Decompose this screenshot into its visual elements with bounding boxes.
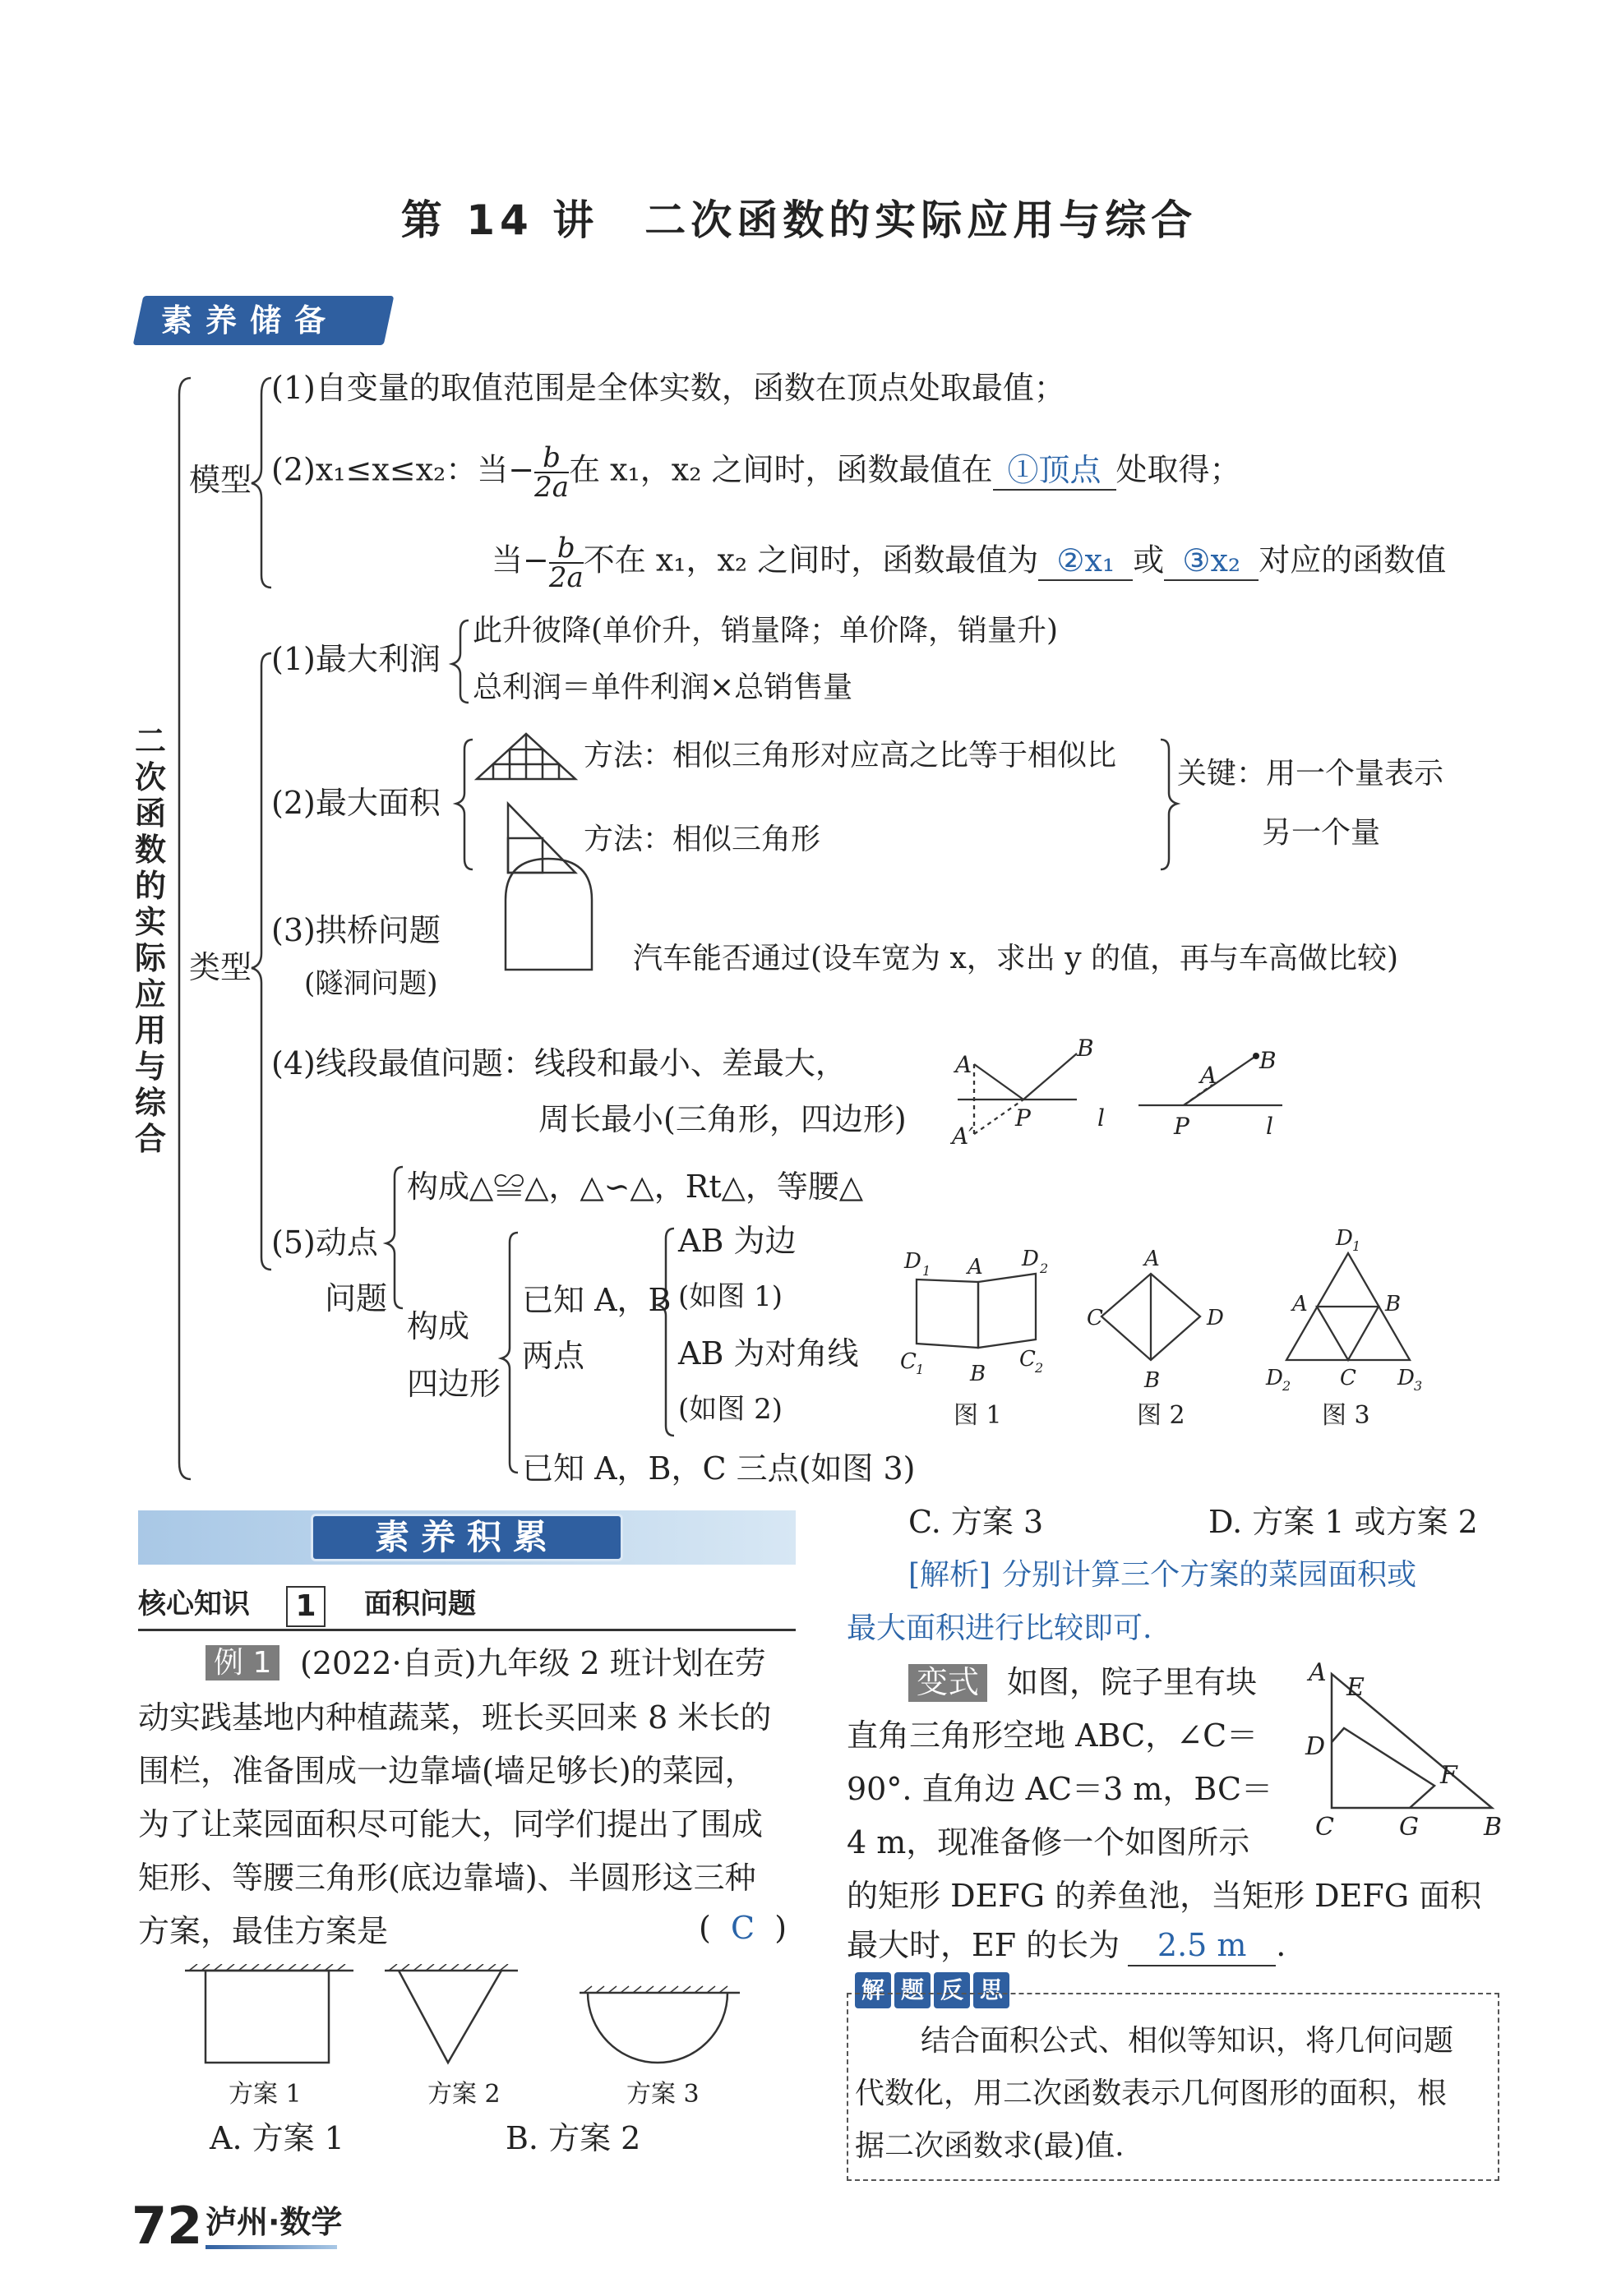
page-number: 72 [132,2196,203,2256]
fig1-ref: (如图 1) [678,1280,783,1313]
example-line-6: 方案，最佳方案是 [138,1913,389,1949]
core-label: 核心知识 [138,1588,250,1621]
area-label: (2)最大面积 [271,785,441,821]
dynamic-quad-2: 四边形 [407,1366,501,1402]
plan-1-caption: 方案 1 [229,2080,302,2109]
svg-text:B: B [1077,1035,1094,1062]
svg-text:C: C [1087,1306,1103,1330]
example-line-4: 为了让菜园面积尽可能大，同学们提出了围成 [138,1806,764,1842]
core-topic: 面积问题 [364,1588,476,1621]
svg-text:B: B [1385,1292,1402,1316]
model-item-2: (2)x₁≤x≤x₂：当− $\frac{b}{2a}$ 在 x₁，x₂ 之间时，函数最值在 ①顶点 处取得； [271,441,1241,504]
figure-1-caption: 图 1 [954,1401,1002,1430]
core-knowledge-header [138,1586,796,1631]
dynamic-form-1: 构成△≌△，△∽△，Rt△，等腰△ [407,1169,864,1205]
analysis-line-1: [解析] 分别计算三个方案的菜园面积或 [908,1558,1417,1592]
plan-3-caption: 方案 3 [626,2080,700,2109]
variant-line-6: 最大时，EF 的长为 2.5 m . [847,1927,1286,1966]
svg-text:P: P [1174,1113,1189,1140]
svg-text:D: D [1266,1366,1283,1390]
variant-line-4: 4 m，现准备修一个如图所示 [847,1824,1250,1860]
svg-text:B: B [970,1362,986,1386]
svg-text:1: 1 [1352,1238,1361,1254]
answer-blank-1: ①顶点 [993,452,1116,491]
svg-text:D: D [904,1249,921,1274]
example-line-3: 围栏，准备围成一边靠墙(墙足够长)的菜园， [138,1753,756,1789]
svg-text:B: B [1144,1368,1161,1393]
svg-text:2: 2 [1035,1360,1044,1376]
svg-text:A: A [1144,1247,1160,1271]
arch-label-1: (3)拱桥问题 [271,912,441,948]
area-method-1: 方法：相似三角形对应高之比等于相似比 [584,739,1117,772]
example-line-5: 矩形、等腰三角形(底边靠墙)、半圆形这三种 [138,1860,756,1896]
area-method-2: 方法：相似三角形 [584,823,821,856]
known-ab-1: 已知 A，B [522,1282,672,1318]
variant-tag: 变式 [908,1664,987,1702]
variant-line-5: 的矩形 DEFG 的养鱼池，当矩形 DEFG 面积 [847,1878,1482,1914]
ab-diagonal: AB 为对角线 [678,1335,859,1372]
option-c[interactable]: C. 方案 3 [908,1504,1044,1540]
area-triangle-figure [477,734,575,779]
area-key-2: 另一个量 [1262,816,1381,850]
svg-text:B: B [1259,1047,1277,1074]
arch-text: 汽车能否通过(设车宽为 x，求出 y 的值，再与车高做比较) [633,942,1399,975]
answer-blank-3: ③x₂ [1164,542,1259,582]
reflection-line-2: 代数化，用二次函数表示几何图形的面积，根 [855,2077,1448,2110]
svg-text:G: G [1399,1813,1419,1841]
profit-line-2: 总利润＝单件利润×总销售量 [473,671,853,704]
segment-line-2: 周长最小(三角形，四边形) [538,1101,907,1137]
svg-text:A: A [1292,1292,1308,1316]
variant-triangle-figure [1299,1656,1513,1841]
reflection-tags: 解 题 反 思 [855,1972,1013,2010]
main-brace [179,378,191,1479]
section-tag-accumulate: 素养积累 [374,1517,559,1557]
svg-text:E: E [1346,1673,1365,1702]
figure-1-diagram [917,1274,1036,1348]
area-right-triangle-figure [508,804,575,873]
book-title: 泸州·数学 [206,2204,343,2240]
figure-2-diagram [1102,1274,1200,1360]
model-item-3: 当− $\frac{b}{2a}$ 不在 x₁，x₂ 之间时，函数最值为 ②x₁ 或 ③x₂ 对应的函数值 [492,532,1447,594]
area-key-1: 关键：用一个量表示 [1177,757,1444,791]
svg-text:D: D [1397,1366,1415,1390]
segment-line-1: (4)线段最值问题：线段和最小、差最大， [271,1045,847,1081]
example-line-2: 动实践基地内种植蔬菜，班长买回来 8 米长的 [138,1699,772,1736]
svg-text:C: C [1019,1347,1036,1372]
variant-line-2: 直角三角形空地 ABC，∠C＝ [847,1717,1259,1754]
svg-text:A: A [955,1051,972,1078]
option-b[interactable]: B. 方案 2 [506,2120,641,2156]
svg-text:D: D [1336,1226,1353,1251]
example-answer: ( C ) [699,1910,787,1946]
variant-answer: 2.5 m [1128,1927,1276,1966]
section-tag-reserve: 素养储备 [161,302,339,339]
fig2-ref: (如图 2) [678,1393,783,1426]
svg-text:C: C [1315,1813,1334,1841]
svg-text:l: l [1266,1113,1273,1140]
option-a[interactable]: A. 方案 1 [210,2120,344,2156]
svg-text:A: A [1309,1658,1327,1687]
arch-label-2: (隧洞问题) [304,967,438,1000]
lesson-title: 第 14 讲 二次函数的实际应用与综合 [400,196,1198,244]
svg-text:2: 2 [1282,1378,1291,1394]
profit-line-1: 此升彼降(单价升，销量降；单价降，销量升) [473,614,1059,648]
known-abc: 已知 A，B，C 三点(如图 3) [522,1450,916,1487]
core-number: 1 [286,1586,326,1627]
vertical-topic-title: 二次函数的实际应用与综合 [135,723,167,1157]
svg-text:P: P [1015,1104,1031,1132]
example-tag: 例 1 [206,1645,279,1681]
dynamic-quad-1: 构成 [407,1308,470,1344]
reflection-line-1: 结合面积公式、相似等知识，将几何问题 [921,2024,1454,2058]
svg-text:A: A [1200,1062,1217,1089]
svg-text:A: A [968,1255,983,1279]
profit-label: (1)最大利润 [271,641,441,677]
variant-line-1: 如图，院子里有块 [1007,1664,1258,1700]
svg-text:C: C [900,1349,917,1374]
svg-text:l: l [1097,1104,1105,1132]
svg-text:D: D [1207,1306,1224,1330]
svg-text:1: 1 [916,1362,925,1377]
figure-3-caption: 图 3 [1322,1401,1370,1430]
reflection-line-3: 据二次函数求(最)值. [855,2129,1125,2163]
svg-text:3: 3 [1414,1378,1423,1394]
footer-underline [206,2245,337,2249]
model-brace [252,378,271,588]
svg-text:D: D [1305,1732,1326,1761]
answer-blank-2: ②x₁ [1038,542,1133,582]
known-ab-2: 两点 [522,1338,585,1374]
svg-text:B: B [1484,1813,1503,1841]
model-item-1: (1)自变量的取值范围是全体实数，函数在顶点处取最值； [271,370,1065,406]
dynamic-label-1: (5)动点 [271,1224,378,1261]
plan-2-caption: 方案 2 [427,2080,501,2109]
arch-tunnel-figure [506,859,592,970]
seg-fig1-labels [949,1035,1105,1150]
dynamic-label-2: 问题 [325,1280,388,1316]
types-brace [252,653,271,1270]
svg-text:2: 2 [1040,1261,1049,1276]
example-line-1: (2022·自贡)九年级 2 班计划在劳 [300,1645,766,1681]
figure-2-caption: 图 2 [1137,1401,1185,1430]
ab-edge: AB 为边 [678,1223,797,1259]
svg-text:F: F [1440,1761,1457,1790]
types-label: 类型 [189,949,252,985]
variant-line-3: 90°. 直角边 AC＝3 m，BC＝ [847,1771,1273,1807]
plans-figures [164,1964,756,2079]
analysis-line-2: 最大面积进行比较即可. [847,1611,1152,1645]
svg-text:1: 1 [922,1263,931,1279]
option-d[interactable]: D. 方案 1 或方案 2 [1208,1504,1478,1540]
svg-text:A′: A′ [952,1123,974,1150]
svg-text:C: C [1340,1366,1356,1390]
svg-text:D: D [1022,1247,1039,1271]
model-label: 模型 [189,462,252,498]
